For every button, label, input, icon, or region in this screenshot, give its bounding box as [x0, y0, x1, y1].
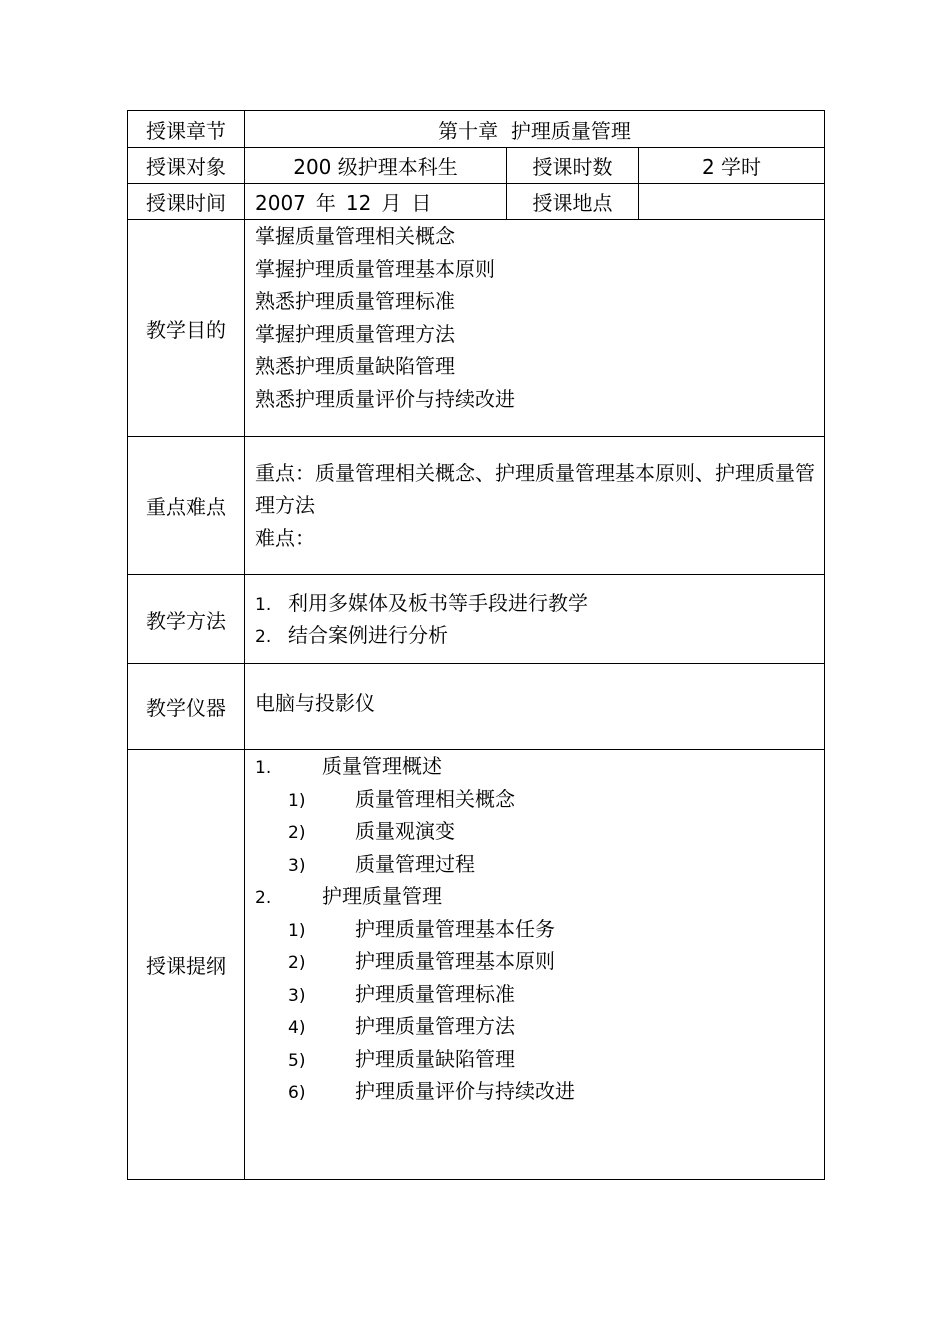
chapter-label: 授课章节 — [128, 111, 245, 148]
place-value — [639, 184, 825, 220]
time-label: 授课时间 — [128, 184, 245, 220]
time-row — [128, 184, 825, 220]
key-points-content — [245, 437, 825, 575]
audience-row — [128, 148, 825, 184]
time-day-unit: 日 — [411, 191, 432, 215]
lesson-plan-table — [127, 110, 825, 1180]
outline-list — [245, 750, 825, 1180]
objective-item: 掌握护理质量管理方法 — [255, 321, 455, 346]
method-text: 利用多媒体及板书等手段进行教学 — [288, 590, 588, 615]
outline-item — [255, 783, 824, 816]
outline-item-number: 2) — [288, 953, 306, 973]
outline-item-number: 1) — [288, 920, 306, 941]
key-points-label: 重点难点 — [128, 437, 245, 575]
outline-section — [255, 880, 824, 913]
difficult-point-text: 难点： — [255, 525, 315, 550]
time-value — [245, 184, 507, 220]
objectives-label: 教学目的 — [128, 220, 245, 437]
method-number: 2. — [255, 627, 272, 647]
hours-label: 授课时数 — [507, 148, 639, 184]
method-number: 1. — [255, 594, 272, 615]
hours-value: 2 学时 — [639, 148, 825, 184]
objectives-row — [128, 220, 825, 437]
outline-item-text: 护理质量管理基本原则 — [355, 949, 555, 973]
objective-item: 掌握质量管理相关概念 — [255, 224, 455, 248]
outline-section-number: 2. — [255, 888, 272, 908]
time-year: 2007 — [255, 191, 306, 215]
outline-item-number: 3) — [288, 855, 306, 876]
time-month-unit: 月 — [381, 191, 402, 215]
outline-item — [255, 1010, 824, 1043]
time-year-unit: 年 — [315, 191, 336, 215]
outline-item-text: 护理质量缺陷管理 — [355, 1046, 515, 1071]
objective-item: 熟悉护理质量评价与持续改进 — [255, 386, 515, 411]
outline-item-text: 护理质量管理标准 — [355, 981, 515, 1006]
instruments-row — [128, 664, 825, 750]
chapter-value: 第十章 护理质量管理 — [245, 111, 825, 148]
methods-row — [128, 575, 825, 664]
outline-section-title: 质量管理概述 — [322, 754, 442, 778]
objectives-list — [245, 220, 825, 437]
outline-item-number: 3) — [288, 985, 306, 1006]
key-point-text: 重点：质量管理相关概念、护理质量管理基本原则、护理质量管理方法 — [255, 460, 815, 518]
outline-item-number: 4) — [288, 1018, 306, 1038]
outline-item-number: 2) — [288, 823, 306, 843]
outline-item-text: 质量管理过程 — [355, 851, 475, 876]
outline-item-text: 护理质量管理基本任务 — [355, 916, 555, 941]
objective-item: 掌握护理质量管理基本原则 — [255, 256, 495, 281]
outline-item-number: 1) — [288, 790, 306, 811]
key-points-row — [128, 437, 825, 575]
outline-section-title: 护理质量管理 — [322, 884, 442, 908]
outline-item — [255, 1043, 824, 1076]
time-month: 12 — [345, 191, 372, 215]
outline-item — [255, 978, 824, 1011]
instruments-value — [245, 664, 825, 750]
outline-item — [255, 1075, 824, 1108]
outline-item-text: 护理质量评价与持续改进 — [355, 1079, 575, 1103]
outline-item — [255, 913, 824, 946]
audience-value: 200 级护理本科生 — [245, 148, 507, 184]
audience-label: 授课对象 — [128, 148, 245, 184]
instruments-label: 教学仪器 — [128, 664, 245, 750]
outline-section-number: 1. — [255, 758, 272, 778]
instruments-text: 电脑与投影仪 — [255, 691, 375, 715]
outline-item-text: 质量管理相关概念 — [355, 786, 515, 811]
chapter-row — [128, 111, 825, 148]
outline-item-text: 质量观演变 — [355, 819, 455, 843]
outline-item-number: 5) — [288, 1050, 306, 1071]
outline-item — [255, 945, 824, 978]
methods-label: 教学方法 — [128, 575, 245, 664]
outline-item — [255, 848, 824, 881]
outline-item-text: 护理质量管理方法 — [355, 1014, 515, 1038]
outline-label: 授课提纲 — [128, 750, 245, 1180]
place-label: 授课地点 — [507, 184, 639, 220]
outline-row — [128, 750, 825, 1180]
method-item — [255, 587, 824, 620]
outline-item — [255, 815, 824, 848]
objective-item: 熟悉护理质量缺陷管理 — [255, 354, 455, 378]
outline-section — [255, 750, 824, 783]
outline-item-number: 6) — [288, 1083, 306, 1103]
objective-item: 熟悉护理质量管理标准 — [255, 289, 455, 313]
methods-list — [245, 575, 825, 664]
method-item — [255, 619, 824, 652]
method-text: 结合案例进行分析 — [288, 623, 448, 647]
